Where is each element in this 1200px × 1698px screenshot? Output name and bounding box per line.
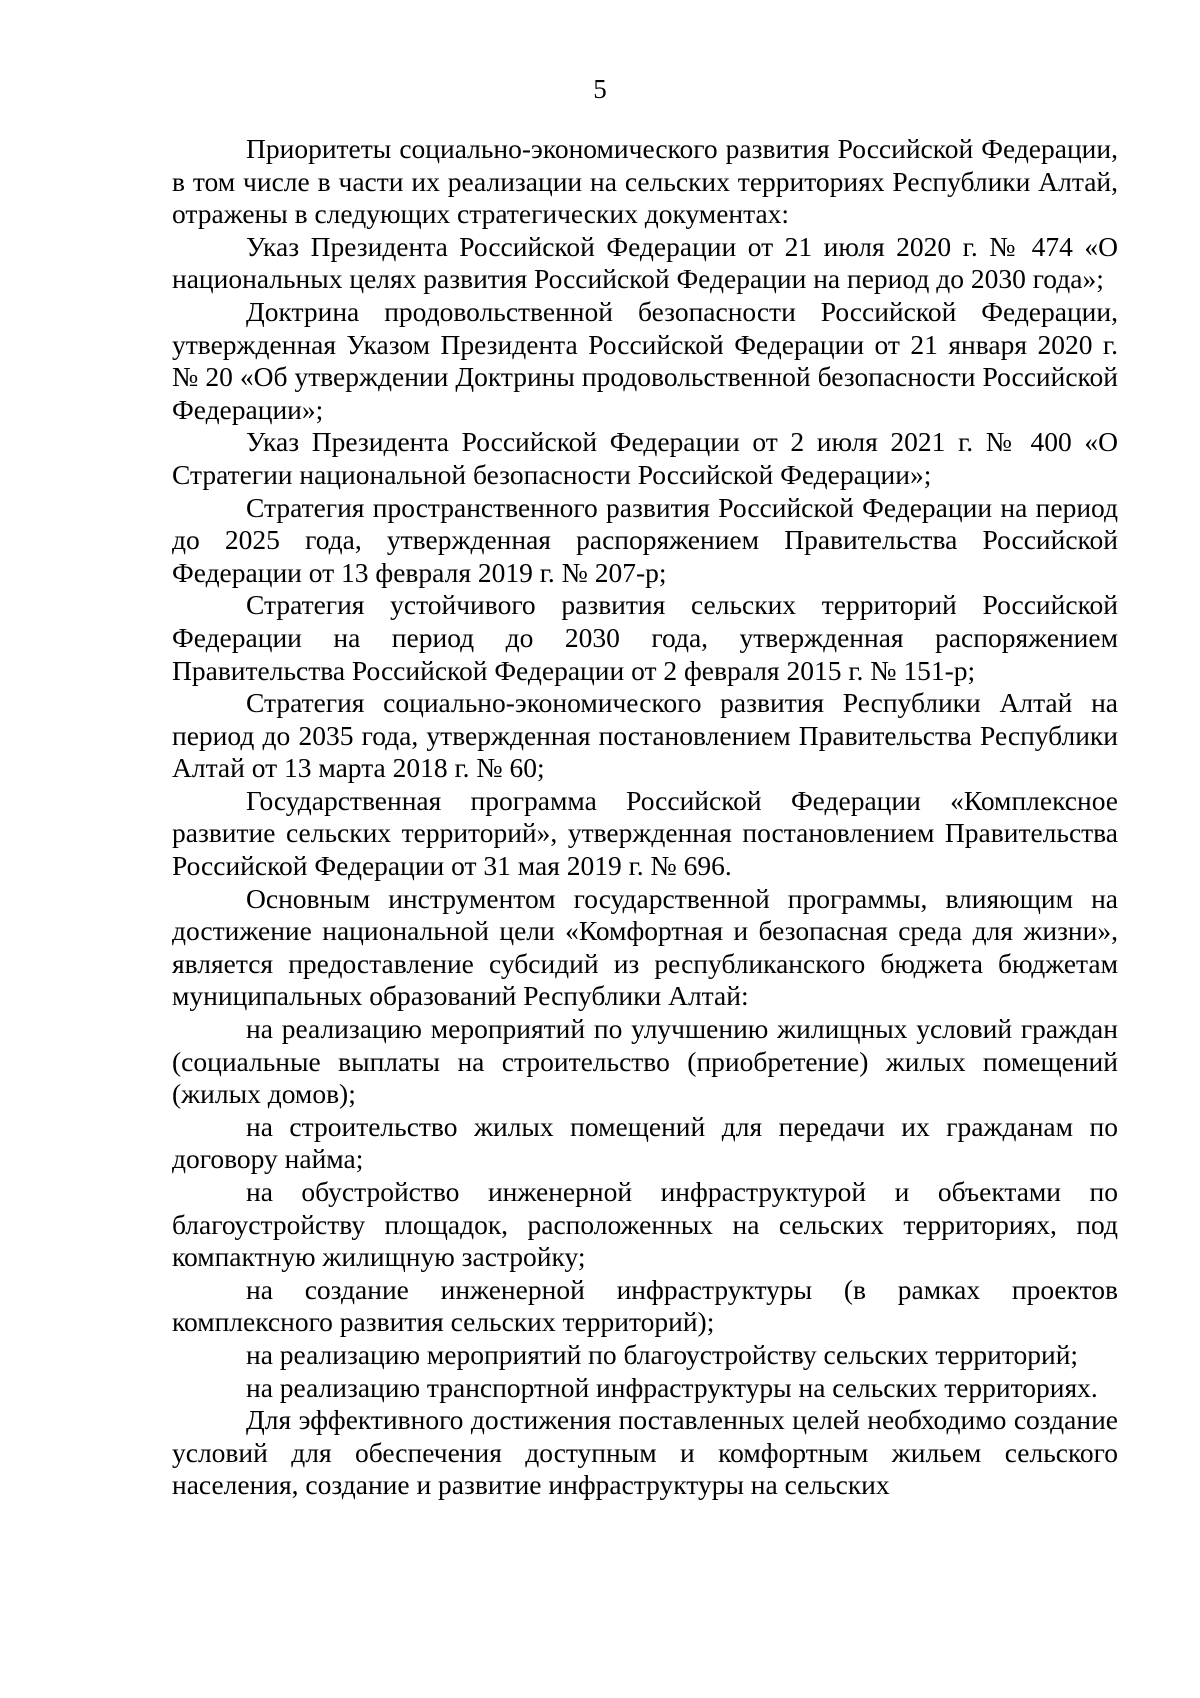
paragraph-state-program: Государственная программа Российской Федерации «Комплексное развитие сельских территорий», утвержденная постановлением Правительства Российской Федерации от 31 мая 2019 г. № 696. <box>172 784 1118 882</box>
page-number: 5 <box>593 74 607 104</box>
list-item-housing-conditions: на реализацию мероприятий по улучшению жилищных условий граждан (социальные выплаты на строительство (приобретение) жилых помещений (жилых домов); <box>172 1013 1118 1110</box>
paragraph-rural-strategy: Стратегия устойчивого развития сельских территорий Российской Федерации на период до 2030 года, утвержденная распоряжением Правительства Российской Федерации от 2 февраля 2015 г. № 151-р; <box>172 589 1118 686</box>
list-item-transport: на реализацию транспортной инфраструктуры на сельских территориях. <box>246 1371 1098 1403</box>
list-item-landscaping: на реализацию мероприятий по благоустройству сельских территорий; <box>246 1338 1079 1370</box>
list-item-engineering-infrastructure: на создание инженерной инфраструктуры (в рамках проектов комплексного развития сельских территорий); <box>172 1273 1118 1338</box>
paragraph-main-instrument: Основным инструментом государственной программы, влияющим на достижение национальной цели «Комфортная и безопасная среда для жизни», является предоставление субсидий из республиканского бюджета бюджетам муниципальных образований Республики Алтай: <box>172 882 1118 1012</box>
paragraph-goals-conditions: Для эффективного достижения поставленных целей необходимо создание условий для обеспечения доступным и комфортным жильем сельского населения, создание и развитие инфраструктуры на сельских <box>172 1404 1118 1501</box>
paragraph-food-security-doctrine: Доктрина продовольственной безопасности Российской Федерации, утвержденная Указом Президента Российской Федерации от 21 января 2020 г. № 20 «Об утверждении Доктрины продовольственной безопасности Российской Федерации»; <box>172 295 1118 425</box>
list-item-engineering-sites: на обустройство инженерной инфраструктурой и объектами по благоустройству площадок, расположенных на сельских территориях, под компактную жилищную застройку; <box>172 1176 1118 1273</box>
paragraph-spatial-strategy: Стратегия пространственного развития Российской Федерации на период до 2025 года, утвержденная распоряжением Правительства Российской Федерации от 13 февраля 2019 г. № 207-р; <box>172 491 1118 588</box>
paragraph-decree-400: Указ Президента Российской Федерации от 2 июля 2021 г. № 400 «О Стратегии национальной безопасности Российской Федерации»; <box>172 426 1118 490</box>
paragraph-priorities-intro: Приоритеты социально-экономического развития Российской Федерации, в том числе в части их реализации на сельских территориях Республики Алтай, отражены в следующих стратегических документах: <box>172 133 1118 230</box>
document-body <box>172 133 1118 1502</box>
list-item-rental-housing: на строительство жилых помещений для передачи их гражданам по договору найма; <box>172 1110 1118 1175</box>
paragraph-decree-474: Указ Президента Российской Федерации от 21 июля 2020 г. № 474 «О национальных целях развития Российской Федерации на период до 2030 года»; <box>172 230 1118 295</box>
paragraph-altai-strategy: Стратегия социально-экономического развития Республики Алтай на период до 2035 года, утвержденная постановлением Правительства Республики Алтай от 13 марта 2018 г. № 60; <box>172 687 1118 784</box>
